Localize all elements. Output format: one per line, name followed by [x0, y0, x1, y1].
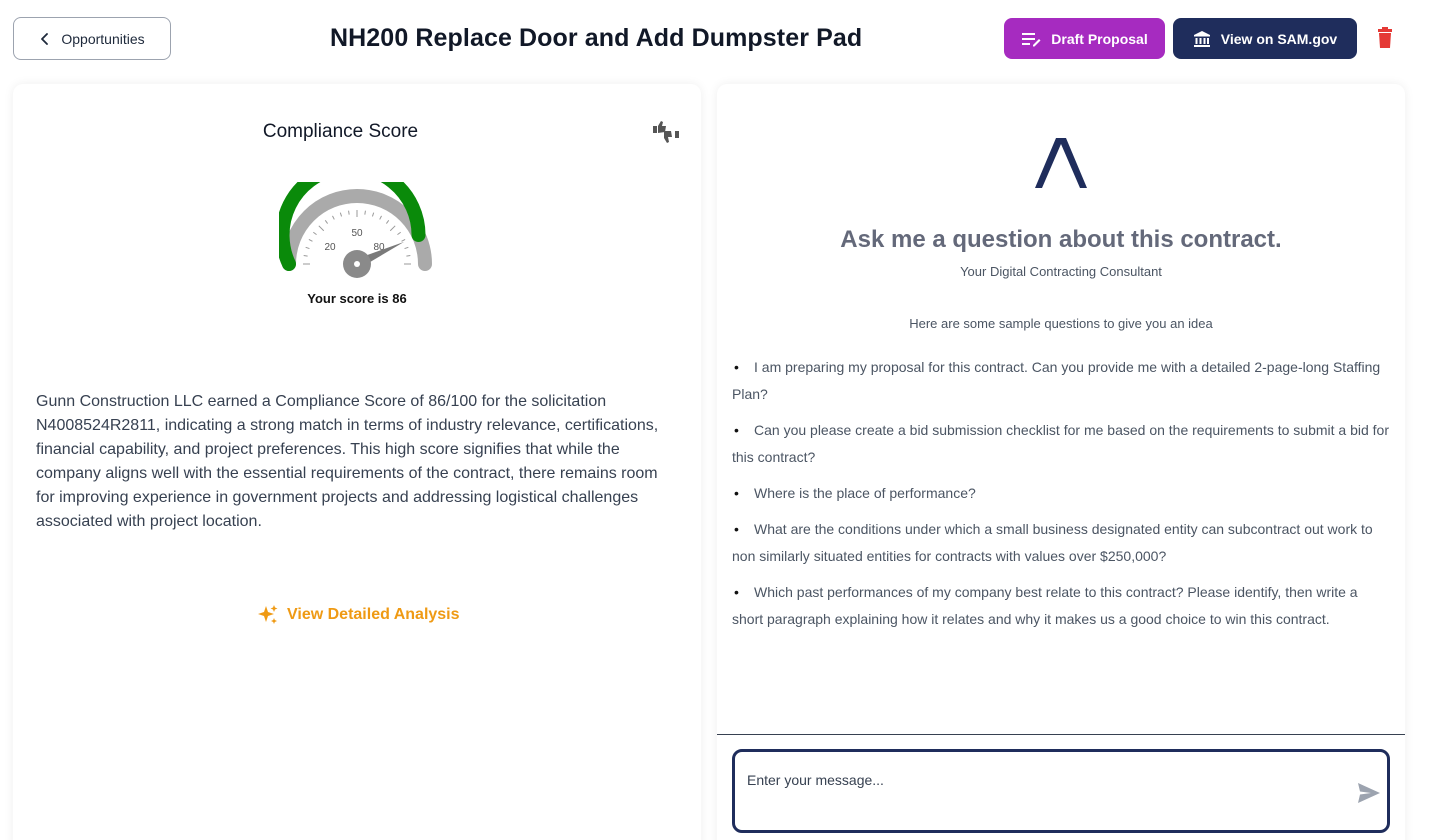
gauge-tick — [365, 211, 366, 215]
compliance-panel — [13, 84, 701, 840]
back-button-label: Opportunities — [61, 30, 145, 47]
gauge-tick — [380, 216, 382, 220]
compliance-gauge — [279, 182, 435, 280]
bullet: • — [734, 359, 739, 375]
chat-title: Ask me a question about this contract. — [840, 226, 1282, 253]
compliance-score-title: Compliance Score — [262, 121, 419, 142]
page-title: NH200 Replace Door and Add Dumpster Pad — [330, 24, 863, 52]
sample-question-text: I am preparing my proposal for this contract. Can you provide me with a detailed 2-page-long Staffing Plan? — [732, 359, 1381, 402]
gauge-tick-label: 20 — [324, 242, 336, 253]
chevron-left-icon — [39, 33, 51, 45]
chat-panel — [717, 84, 1405, 840]
sample-question-text: What are the conditions under which a small business designated entity can subcontract out work to non similarly situated entities for contracts with values over $250,000? — [732, 521, 1373, 564]
sample-question[interactable] — [732, 417, 1392, 471]
view-on-sam-button[interactable] — [1173, 18, 1357, 59]
sample-question[interactable] — [732, 480, 1392, 507]
sample-question[interactable] — [732, 354, 1392, 408]
sample-question-text: Where is the place of performance? — [754, 485, 976, 501]
sample-question-text: Can you please create a bid submission checklist for me based on the requirements to submit a bid for this contract? — [732, 422, 1389, 465]
feedback-button[interactable] — [651, 120, 679, 144]
score-label: Your score is 86 — [307, 291, 407, 306]
delete-button[interactable] — [1374, 27, 1396, 51]
gauge-tick — [319, 226, 324, 231]
gauge-tick — [340, 213, 341, 217]
draft-proposal-label: Draft Proposal — [1051, 30, 1148, 47]
gauge-tick — [397, 232, 400, 234]
trash-icon — [1374, 27, 1396, 51]
bullet: • — [734, 521, 739, 537]
gauge-tick-label: 50 — [351, 228, 363, 239]
bullet: • — [734, 485, 739, 501]
gauge-tick — [402, 239, 406, 241]
thumbs-up-down-icon — [651, 120, 679, 144]
chat-subtitle: Your Digital Contracting Consultant — [960, 264, 1162, 279]
bank-icon — [1193, 30, 1211, 48]
gauge-tick — [306, 247, 310, 248]
gauge-hub-dot — [354, 261, 360, 267]
chat-divider — [717, 734, 1405, 735]
sample-questions-heading: Here are some sample questions to give you an idea — [909, 316, 1213, 331]
sample-question[interactable] — [732, 516, 1392, 570]
back-to-opportunities-button[interactable] — [13, 17, 171, 60]
gauge-tick — [386, 220, 388, 223]
draft-proposal-button[interactable] — [1004, 18, 1165, 59]
gauge-tick — [313, 232, 316, 234]
send-button[interactable] — [1357, 782, 1381, 804]
sample-question[interactable] — [732, 579, 1392, 633]
gauge-tick — [309, 239, 313, 241]
gauge-tick — [325, 220, 327, 223]
bullet: • — [734, 422, 739, 438]
sparkle-icon — [257, 604, 279, 626]
send-icon — [1357, 782, 1381, 804]
sample-question-text: Which past performances of my company best relate to this contract? Please identify, then write a short paragraph explaining how it relates and why it makes us a good choice to win this contract. — [732, 584, 1358, 627]
message-input[interactable] — [747, 768, 1337, 792]
bullet: • — [734, 584, 739, 600]
edit-list-icon — [1021, 31, 1041, 47]
gauge-tick — [405, 247, 409, 248]
gauge-tick — [390, 226, 395, 231]
gauge-tick — [372, 213, 373, 217]
sample-questions-list — [732, 354, 1392, 642]
view-detailed-analysis-label: View Detailed Analysis — [287, 606, 460, 623]
caret-logo-icon — [1035, 138, 1087, 188]
message-box — [732, 749, 1390, 833]
view-detailed-analysis-link[interactable] — [257, 604, 460, 626]
view-on-sam-label: View on SAM.gov — [1220, 30, 1338, 47]
gauge-tick — [406, 256, 410, 257]
gauge-tick-label: 80 — [373, 242, 385, 253]
gauge-tick — [304, 256, 308, 257]
gauge-tick — [332, 216, 334, 220]
compliance-summary: Gunn Construction LLC earned a Compliance Score of 86/100 for the solicitation N4008524R2811, indicating a strong match in terms of industry relevance, certifications, financial capability, and project preferences. This high score signifies that while the company aligns well with the essential requirements of the contract, there remains room for improving experience in government projects and addressing logistical challenges associated with project location. — [36, 393, 659, 530]
gauge-svg — [279, 182, 435, 280]
gauge-tick — [349, 211, 350, 215]
